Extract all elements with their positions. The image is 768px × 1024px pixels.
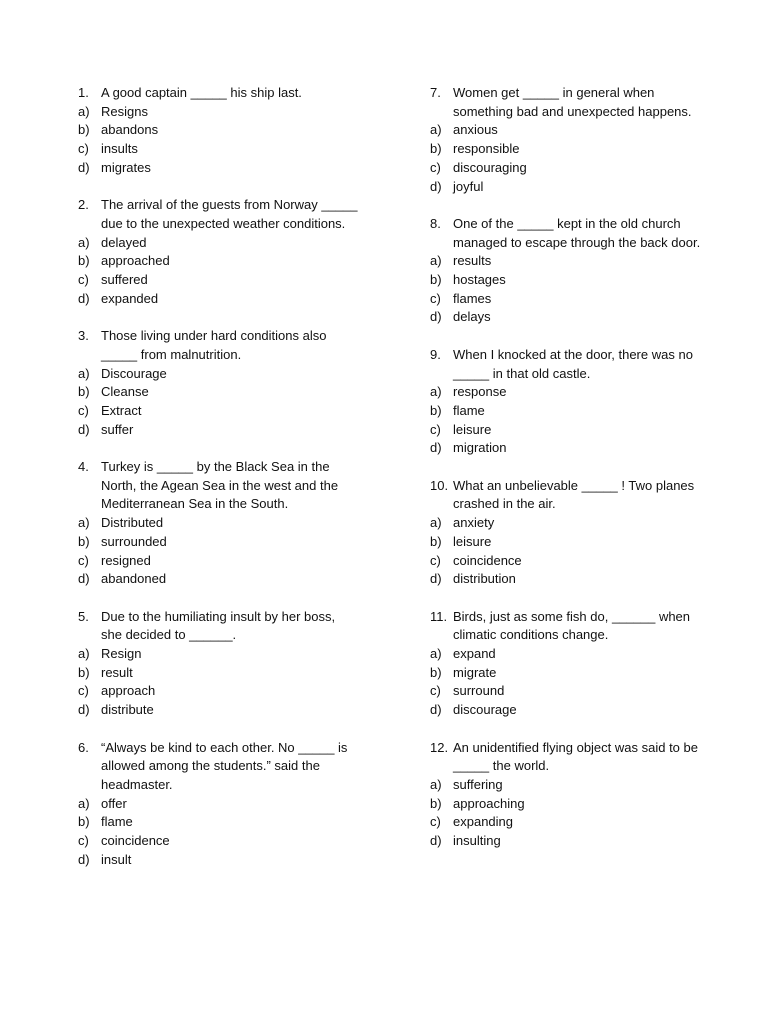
question-text: “Always be kind to each other. No _____ is allowed among the students.” said the headmaster. — [101, 739, 348, 792]
option-text: delayed — [101, 234, 147, 250]
question-text: When I knocked at the door, there was no _____ in that old castle. — [453, 346, 693, 381]
question-text: Those living under hard conditions also _____ from malnutrition. — [101, 328, 327, 362]
option-text: suffer — [101, 421, 134, 437]
answer-option — [78, 383, 378, 402]
answer-option — [78, 795, 378, 814]
answer-option — [78, 813, 378, 832]
question-text: What an unbelievable _____ ! Two planes crashed in the air. — [453, 477, 695, 512]
answer-option — [78, 682, 378, 701]
option-text: Discourage — [101, 365, 167, 381]
answer-option — [78, 290, 378, 309]
option-letter: b) — [78, 253, 90, 269]
option-text: migrate — [453, 664, 497, 680]
answer-option — [430, 514, 730, 533]
option-text: anxiety — [453, 515, 495, 531]
option-text: surround — [453, 683, 505, 699]
option-letter: a) — [78, 515, 90, 531]
option-letter: c) — [78, 272, 89, 288]
question-text: Birds, just as some fish do, ______ when climatic conditions change. — [453, 608, 691, 643]
answer-option — [78, 365, 378, 384]
answer-option — [430, 664, 730, 683]
answer-option — [430, 645, 730, 664]
question-number: 1. — [78, 85, 89, 100]
question-item — [430, 608, 730, 720]
answer-options — [78, 514, 378, 589]
question-stem — [430, 608, 730, 645]
answer-option — [78, 402, 378, 421]
answer-option — [430, 776, 730, 795]
answer-option — [430, 290, 730, 309]
question-item — [78, 327, 378, 439]
question-number: 12. — [430, 739, 449, 755]
option-text: Cleanse — [101, 384, 149, 400]
question-text: The arrival of the guests from Norway _____ due to the unexpected weather conditions. — [101, 197, 358, 231]
option-letter: d) — [430, 702, 442, 718]
question-text: An unidentified flying object was said to be _____ the world. — [453, 739, 698, 774]
question-stem — [78, 608, 378, 645]
answer-option — [78, 103, 378, 122]
option-letter: d) — [78, 159, 90, 175]
option-letter: a) — [430, 384, 442, 400]
option-text: Resign — [101, 646, 142, 662]
answer-options — [430, 121, 730, 196]
option-text: Resigns — [101, 103, 148, 119]
question-number: 11. — [430, 608, 448, 624]
question-stem — [78, 84, 378, 103]
option-text: response — [453, 384, 507, 400]
option-text: coincidence — [101, 833, 170, 849]
question-stem — [430, 346, 730, 383]
option-letter: a) — [430, 122, 442, 138]
left-column — [78, 84, 378, 888]
question-stem — [430, 477, 730, 514]
answer-option — [430, 421, 730, 440]
question-item — [78, 458, 378, 589]
option-letter: b) — [430, 402, 442, 418]
option-letter: b) — [430, 664, 442, 680]
option-letter: b) — [78, 533, 90, 549]
option-text: leisure — [453, 533, 492, 549]
question-text: Turkey is _____ by the Black Sea in the North, the Agean Sea in the west and the Mediterranean Sea in the South. — [101, 459, 339, 512]
option-letter: b) — [430, 795, 442, 811]
option-text: insulting — [453, 833, 501, 849]
option-letter: d) — [430, 571, 442, 587]
option-text: anxious — [453, 122, 498, 138]
answer-option — [430, 383, 730, 402]
option-letter: a) — [78, 365, 90, 381]
option-letter: b) — [430, 141, 442, 157]
answer-option — [78, 552, 378, 571]
question-item — [430, 346, 730, 458]
question-stem — [78, 458, 378, 514]
question-stem — [78, 196, 378, 233]
option-letter: a) — [430, 253, 442, 269]
question-stem — [78, 739, 378, 795]
answer-option — [430, 308, 730, 327]
option-text: offer — [101, 795, 127, 811]
answer-option — [430, 271, 730, 290]
option-letter: a) — [430, 646, 442, 662]
answer-options — [430, 252, 730, 327]
answer-option — [78, 514, 378, 533]
answer-option — [430, 159, 730, 178]
option-text: suffering — [453, 776, 503, 792]
question-item — [430, 84, 730, 196]
option-letter: d) — [430, 833, 442, 849]
question-number: 5. — [78, 608, 89, 624]
option-text: responsible — [453, 141, 520, 157]
option-text: hostages — [453, 272, 506, 288]
answer-options — [430, 776, 730, 851]
option-text: coincidence — [453, 552, 522, 568]
option-text: approached — [101, 253, 170, 269]
answer-option — [430, 795, 730, 814]
option-letter: c) — [430, 814, 441, 830]
option-text: surrounded — [101, 533, 167, 549]
question-number: 4. — [78, 459, 89, 475]
option-letter: d) — [78, 290, 90, 306]
answer-option — [78, 271, 378, 290]
option-letter: d) — [78, 851, 90, 867]
answer-option — [78, 570, 378, 589]
answer-option — [430, 252, 730, 271]
answer-option — [430, 533, 730, 552]
option-letter: b) — [78, 664, 90, 680]
option-letter: c) — [430, 421, 441, 437]
question-stem — [78, 327, 378, 364]
option-letter: c) — [430, 683, 441, 699]
option-letter: a) — [430, 776, 442, 792]
answer-option — [430, 140, 730, 159]
answer-options — [78, 234, 378, 309]
option-letter: d) — [78, 702, 90, 718]
answer-option — [430, 832, 730, 851]
question-stem — [430, 84, 730, 121]
option-letter: c) — [430, 159, 441, 175]
option-letter: d) — [78, 571, 90, 587]
option-text: approaching — [453, 795, 525, 811]
question-stem — [430, 739, 730, 776]
option-letter: a) — [78, 234, 90, 250]
option-letter: c) — [78, 833, 89, 849]
answer-option — [78, 421, 378, 440]
option-text: expanded — [101, 290, 159, 306]
option-text: insults — [101, 141, 138, 157]
answer-option — [430, 701, 730, 720]
answer-option — [430, 402, 730, 421]
answer-options — [78, 645, 378, 720]
question-number: 6. — [78, 739, 89, 755]
option-letter: c) — [78, 141, 89, 157]
answer-option — [78, 701, 378, 720]
option-text: insult — [101, 851, 132, 867]
option-text: discourage — [453, 702, 517, 718]
question-stem — [430, 215, 730, 252]
option-text: expand — [453, 646, 496, 662]
option-letter: c) — [78, 683, 89, 699]
question-item — [430, 477, 730, 589]
option-text: flame — [101, 814, 133, 830]
option-letter: d) — [78, 421, 90, 437]
option-letter: a) — [430, 515, 442, 531]
question-number: 8. — [430, 215, 441, 231]
question-item — [430, 215, 730, 327]
option-letter: c) — [78, 552, 89, 568]
answer-option — [430, 439, 730, 458]
option-letter: b) — [78, 814, 90, 830]
answer-options — [78, 795, 378, 870]
option-letter: c) — [430, 290, 441, 306]
option-letter: c) — [78, 402, 89, 418]
answer-option — [430, 682, 730, 701]
answer-options — [78, 365, 378, 440]
option-letter: d) — [430, 440, 442, 456]
option-text: resigned — [101, 552, 151, 568]
question-number: 9. — [430, 346, 441, 362]
answer-option — [78, 121, 378, 140]
question-number: 2. — [78, 197, 89, 213]
answer-options — [430, 383, 730, 458]
answer-options — [430, 645, 730, 720]
option-letter: b) — [430, 272, 442, 288]
option-letter: b) — [78, 122, 90, 138]
option-text: Extract — [101, 402, 142, 418]
answer-option — [430, 178, 730, 197]
option-text: distribution — [453, 571, 516, 587]
answer-options — [430, 514, 730, 589]
option-text: Distributed — [101, 515, 164, 531]
question-item — [78, 84, 378, 178]
answer-option — [78, 851, 378, 870]
answer-option — [430, 813, 730, 832]
option-text: flame — [453, 402, 485, 418]
question-number: 7. — [430, 85, 441, 100]
option-letter: a) — [78, 646, 90, 662]
answer-option — [78, 664, 378, 683]
answer-option — [430, 570, 730, 589]
answer-option — [430, 121, 730, 140]
option-letter: a) — [78, 103, 90, 119]
option-letter: d) — [430, 309, 442, 325]
question-text: One of the _____ kept in the old church managed to escape through the back door. — [453, 215, 701, 250]
answer-option — [78, 159, 378, 178]
answer-option — [78, 533, 378, 552]
option-text: migration — [453, 440, 507, 456]
question-number: 10. — [430, 477, 449, 493]
right-column — [430, 84, 730, 869]
question-item — [78, 608, 378, 720]
answer-options — [78, 103, 378, 178]
answer-option — [78, 252, 378, 271]
option-letter: d) — [430, 178, 442, 194]
question-text: A good captain _____ his ship last. — [101, 85, 302, 100]
option-text: migrates — [101, 159, 151, 175]
option-text: joyful — [453, 178, 484, 194]
answer-option — [78, 140, 378, 159]
option-text: discouraging — [453, 159, 527, 175]
option-text: results — [453, 253, 492, 269]
option-text: distribute — [101, 702, 154, 718]
question-item — [430, 739, 730, 851]
option-text: leisure — [453, 421, 492, 437]
option-text: suffered — [101, 272, 148, 288]
option-text: result — [101, 664, 133, 680]
question-item — [78, 739, 378, 870]
option-text: delays — [453, 309, 491, 325]
option-letter: a) — [78, 795, 90, 811]
question-text: Women get _____ in general when something bad and unexpected happens. — [453, 85, 692, 119]
option-letter: b) — [430, 533, 442, 549]
question-number: 3. — [78, 328, 89, 344]
answer-option — [78, 832, 378, 851]
option-text: flames — [453, 290, 492, 306]
option-letter: b) — [78, 384, 90, 400]
option-text: abandons — [101, 122, 159, 138]
question-item — [78, 196, 378, 308]
question-text: Due to the humiliating insult by her boss, she decided to ______. — [101, 608, 336, 643]
option-text: expanding — [453, 814, 513, 830]
answer-option — [78, 645, 378, 664]
answer-option — [78, 234, 378, 253]
answer-option — [430, 552, 730, 571]
option-text: approach — [101, 683, 156, 699]
option-letter: c) — [430, 552, 441, 568]
option-text: abandoned — [101, 571, 167, 587]
